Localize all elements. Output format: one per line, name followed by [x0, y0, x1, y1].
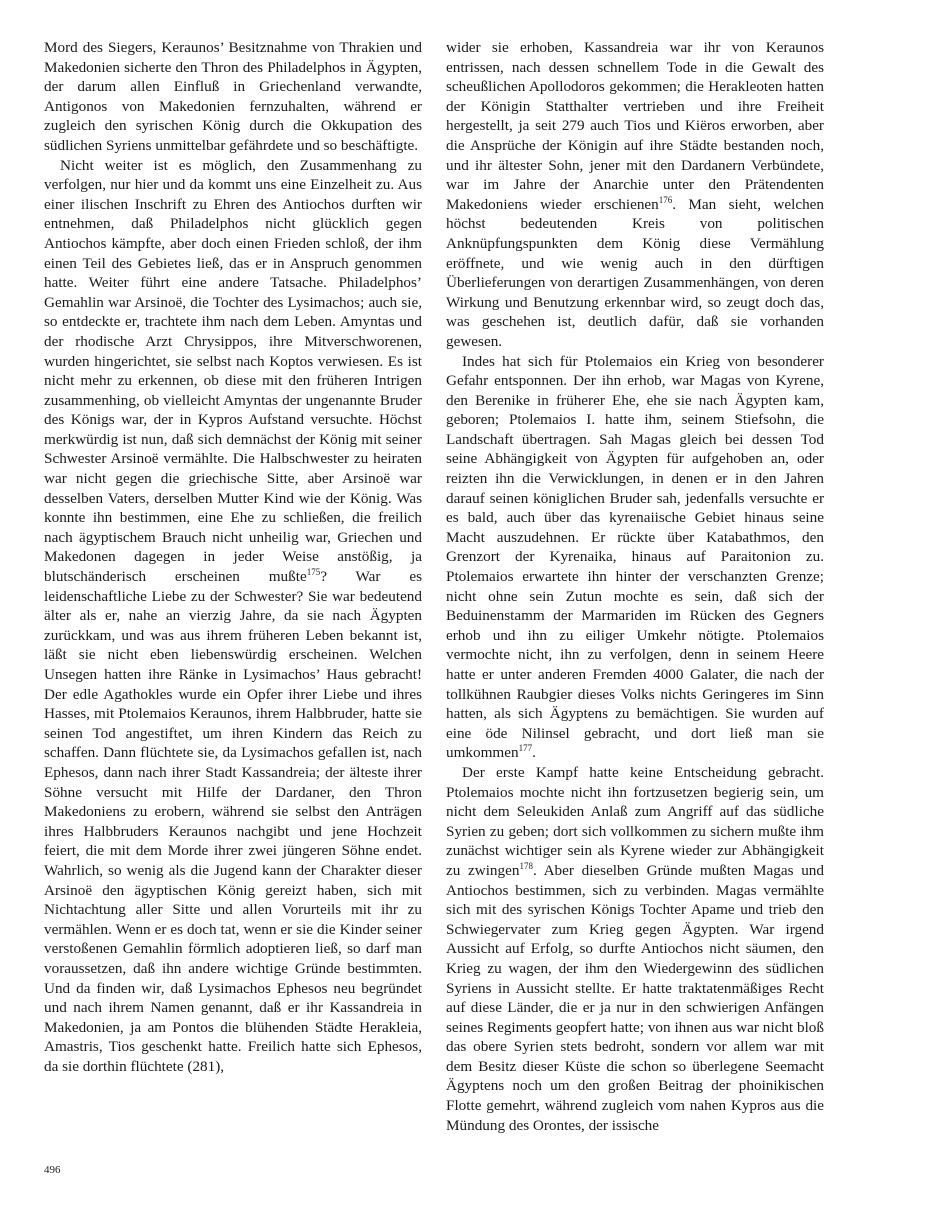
paragraph: [446, 352, 824, 763]
paragraph: Mord des Siegers, Keraunos’ Besitznahme von Thrakien und Makedonien sicherte den Thron des Philadelphos in Ägypten, der darum allen Einfluß in Griechenland verwandte, Antigonos von Makedonien fernzuhalten, während er zugleich den syrischen König durch die Okkupation des südlichen Syriens unmittelbar gefährdete und so beschäftigte.: [44, 39, 422, 154]
footnote-ref: 175: [306, 567, 321, 578]
footnote-ref: 176: [658, 194, 673, 205]
paragraph-text: . Man sieht, welchen höchst bedeutenden Kreis von politischen Anknüpfungspunkten dem König diese Vermählung eröffnete, und wie wenig auch in den dürftigen Überlieferungen von derartigen Zusammenhängen, von deren Wirkung und Benutzung erkennbar wird, so zeugt doch das, was geschehen ist, deutlich dafür, daß sie vorhanden gewesen.: [446, 195, 824, 350]
paragraph-text: . Aber dieselben Gründe mußten Magas und Antiochos bestimmen, sich zu verbinden. Magas vermählte sich mit des syrischen Königs Tochter Apame und trieb den Schwiegervater zum Krieg gegen Ägypten. War irgend Aussicht auf Erfolg, so durfte Antiochos nicht säumen, den Krieg zu wagen, der ihm den Wiedergewinn des südlichen Syriens in Aussicht stellte. Er hatte traktatenmäßiges Recht auf diese Länder, die er ja nur in den schwierigen Anfängen seines Regiments geopfert hatte; von ihnen aus war nicht bloß das obere Syrien stets bedroht, sondern vor allem war mit dem Besitz dieser Küste die schon so überlegene Seemacht Ägyptens noch um den großen Beitrag der phoinikischen Flotte gemehrt, während zugleich vom nahen Kypros aus die Mündung des Orontes, der issische: [446, 861, 824, 1134]
paragraph: [44, 156, 422, 1077]
paragraph-text: Indes hat sich für Ptolemaios ein Krieg von besonderer Gefahr entsponnen. Der ihn erhob, war Magas von Kyrene, den Berenike in früherer Ehe, ehe sie nach Ägypten kam, geboren; Ptolemaios I. hatte ihm, seinem Stiefsohn, die Landschaft übertragen. Sah Magas gleich bei dessen Tod seine Abhängigkeit von Ägypten für aufgehoben an, oder reizten ihn die Verwicklungen, in denen er in den Jahren darauf seinen königlichen Bruder sah, jedenfalls versuchte er es bald, auch über das kyrenaiische Gebiet hinaus seine Macht auszudehnen. Er rückte über Katabathmos, den Grenzort der Kyrenaika, hinaus auf Paraitonion zu. Ptolemaios erwartete ihn hinter der verschanzten Grenze; nicht ohne sein Zutun mochte es sein, daß sich der Beduinenstamm der Marmariden im Rücken des Gegners erhob und ihn zu eiliger Umkehr nötigte. Ptolemaios vermochte nicht, ihn zu verfolgen, denn in seinem Heere hatte er unter anderen Fremden 4000 Galater, die nach der tollkühnen Raubgier dieses Volks nichts Geringeres im Sinn hatten, als sich Ägyptens zu bemächtigen. Sie wurden auf eine öde Nilinsel gebracht, und dort ließ man sie umkommen: [446, 352, 824, 762]
paragraph-text: Der erste Kampf hatte keine Entscheidung gebracht. Ptolemaios mochte nicht ihn fortzusetzen begierig sein, um nicht dem Seleukiden Anlaß zum Angriff auf das südliche Syrien zu geben; dort sich vollkommen zu sichern mußte ihm zunächst wichtiger sein als Kyrene wieder zur Abhängigkeit zu zwingen: [446, 763, 824, 879]
right-column: [446, 38, 824, 1135]
left-column: [44, 38, 422, 1076]
footnote-ref: 178: [519, 860, 533, 871]
paragraph-text: ? War es leidenschaftliche Liebe zu der Schwester? Sie war bedeutend älter als er, nahe an vierzig Jahre, da sie nach Ägypten zurückkam, und was aus ihrem früheren Leben bekannt ist, läßt sie nicht eben liebenswürdig erscheinen. Welchen Unsegen hatten ihre Ränke in Lysimachos’ Haus gebracht! Der edle Agathokles wurde ein Opfer ihrer Liebe und ihres Hasses, mit Ptolemaios Keraunos, ihrem Halbbruder, hatte sie seinen Tod angestiftet, um ihren Kindern das Reich zu schaffen. Dann flüchtete sie, da Lysimachos gefallen ist, nach Ephesos, dann nach ihrer Stadt Kassandreia; der älteste ihrer Söhne versucht mit Hilfe der Dardaner, den Thron Makedoniens zu erobern, während sie selbst den Anträgen ihres Halbbruders Keraunos nachgibt und jene Hochzeit feiert, die mit dem Morde ihrer zwei jüngeren Söhne endet. Wahrlich, so wenig als die Jugend kann der Charakter dieser Arsinoë den ägyptischen König gereizt haben, sich mit Nichtachtung aller Sitte und allen Vorurteils mit ihr zu vermählen. Wenn er es doch tat, wenn er sie die Kinder seiner verstoßenen Gemahlin förmlich adoptieren ließ, so darf man voraussetzen, daß ihn andere wichtige Gründe bestimmten. Und da finden wir, daß Lysimachos Ephesos neu begründet und nach ihrem Namen genannt, daß er ihr Kassandreia in Makedonien, ja am Pontos die blühenden Städte Herakleia, Amastris, Tios geschenkt hatte. Freilich hatte sich Ephesos, da sie dorthin flüchtete (281),: [44, 568, 422, 1075]
paragraph-text: wider sie erhoben, Kassandreia war ihr von Keraunos entrissen, nach dessen schnellem Tode in die Gewalt des scheußlichen Apollodoros gekommen; die Herakleoten hatten der Königin Statthalter vertrieben und ihre Freiheit hergestellt, ja seit 279 auch Tios und Kiëros erworben, aber die Ansprüche der Königin auf ihre Städte bestanden noch, und ihr ältester Sohn, jener mit den Dardanern Verbündete, war im Jahre der Anarchie unter den Prätendenten Makedoniens wieder erschienen: [446, 39, 824, 213]
footnote-ref: 177: [518, 743, 533, 754]
paragraph-text: .: [532, 744, 536, 762]
page-number: 496: [44, 1164, 61, 1176]
paragraph: [446, 38, 824, 352]
paragraph: [446, 763, 824, 1135]
paragraph-text: Nicht weiter ist es möglich, den Zusammenhang zu verfolgen, nur hier und da kommt uns eine Einzelheit zu. Aus einer ilischen Inschrift zu Ehren des Antiochos durften wir entnehmen, daß Philadelphos nicht glücklich gegen Antiochos kämpfte, aber doch einen Frieden schloß, der ihm einen Teil des Gebietes ließ, das er in Anspruch genommen hatte. Weiter führt eine andere Tatsache. Philadelphos’ Gemahlin war Arsinoë, die Tochter des Lysimachos; auch sie, so entdeckte er, trachtete ihm nach dem Leben. Amyntas und der rhodische Arzt Chrysippos, ihre Mitverschworenen, wurden hingerichtet, sie selbst nach Koptos verwiesen. Es ist nicht mehr zu erkennen, ob diese mit den früheren Intrigen zusammenhing, ob vielleicht Amyntas der ungenannte Bruder des Königs war, der in Kypros Aufstand versuchte. Höchst merkwürdig ist nun, daß sich demnächst der König mit seiner Schwester Arsinoë vermählte. Die Halbschwester zu heiraten war nicht gegen die griechische Sitte, aber Arsinoë war desselben Vaters, derselben Mutter Kind wie der König. Was konnte ihn bestimmen, eine Ehe zu schließen, die freilich nach ägyptischem Brauch nicht unheilig war, Griechen und Makedonen dagegen in jeder Weise anstößig, ja blutschänderisch erscheinen mußte: [44, 156, 422, 586]
